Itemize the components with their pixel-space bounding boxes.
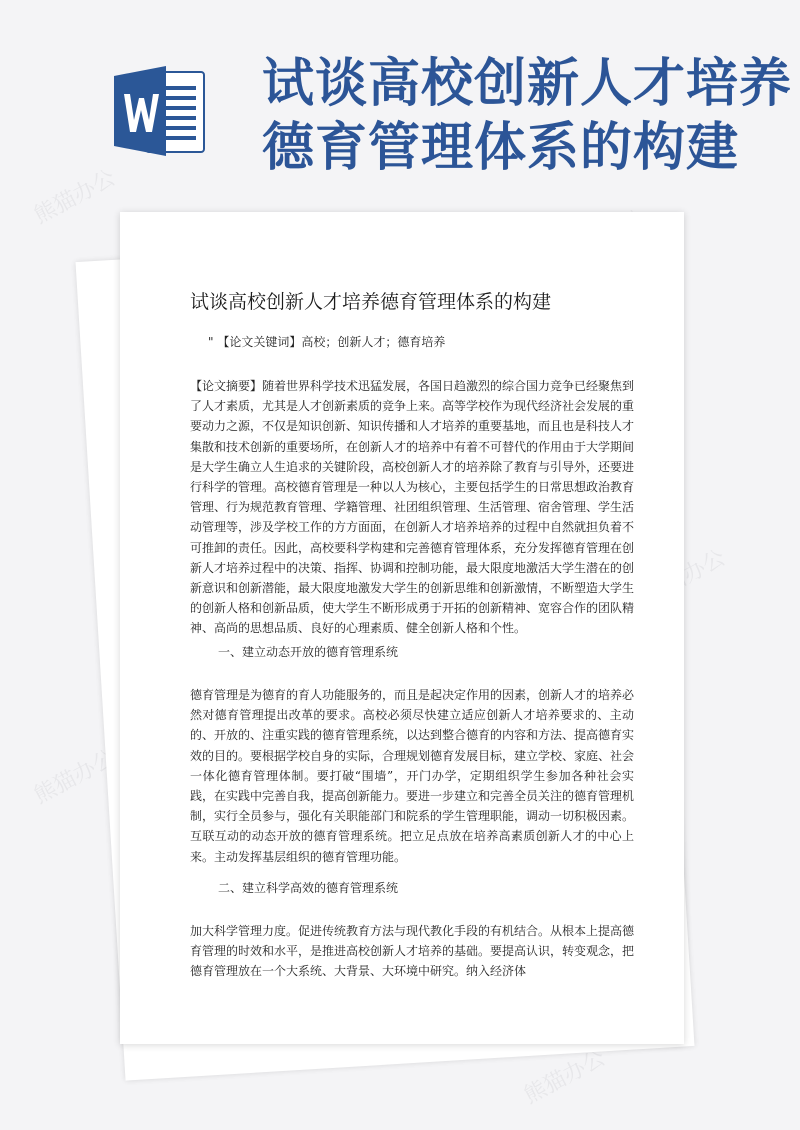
watermark: 熊猫办公 (640, 545, 730, 609)
section-1-paragraph: 德育管理是为德育的育人功能服务的，而且是起决定作用的因素，创新人才的培养必然对德育管理提出改革的要求。高校必须尽快建立适应创新人才培养要求的、主动的、开放的、注重实践的德育管理系统，以达到整合德育的内容和方法、提高德育实效的目的。要根据学校自身的实际，合理规划德育发展目标，建立学校、家庭、社会一体化德育管理体制。要打破“围墙”，开门办学，定期组织学生参加各种社会实践，在实践中完善自我，提高创新能力。要进一步建立和完善全员关注的德育管理机制，实行全员参与，强化有关职能部门和院系的学生管理职能，调动一切积极因素。互联互动的动态开放的德育管理系统。把立足点放在培养高素质创新人才的中心上来。主动发挥基层组织的德育管理功能。 (190, 688, 635, 864)
section-2-paragraph: 加大科学管理力度。促进传统教育方法与现代教化手段的有机结合。从根本上提高德育管理的时效和水平，是推进高校创新人才培养的基础。要提高认识，转变观念，把德育管理放在一个大系统、大背景、大环境中研究。纳入经济体 (190, 924, 635, 979)
keywords-line: " 【论文关键词】高校；创新人才；德育培养 (208, 335, 446, 349)
watermark: 熊猫办公 (30, 745, 120, 809)
section-heading-2: 二、建立科学高效的德育管理系统 (218, 881, 399, 895)
header-title-line1: 试谈高校创新人才培养 (262, 54, 793, 114)
header-title (262, 52, 792, 180)
word-document-icon (112, 64, 210, 158)
document-title: 试谈高校创新人才培养德育管理体系的构建 (190, 291, 552, 313)
header-title-line2: 德育管理体系的构建 (262, 118, 740, 178)
document-page (120, 212, 684, 1044)
section-heading-1: 一、建立动态开放的德育管理系统 (218, 645, 399, 659)
watermark: 熊猫办公 (30, 165, 120, 229)
abstract-paragraph: 【论文摘要】随着世界科学技术迅猛发展，各国日趋激烈的综合国力竞争已经聚焦到了人才素质，尤其是人才创新素质的竞争上来。高等学校作为现代经济社会发展的重要动力之源，不仅是知识创新、知识传播和人才培养的重要基地，而且也是科技人才集散和技术创新的重要场所，在创新人才的培养中有着不可替代的作用由于大学期间是大学生确立人生追求的关键阶段，高校创新人才的培养除了教育与引导外，还要进行科学的管理。高校德育管理是一种以人为核心，主要包括学生的日常思想政治教育管理、行为规范教育管理、学籍管理、社团组织管理、生活管理、宿舍管理、学生活动管理等，涉及学校工作的方方面面，在创新人才培养培养的过程中自然就担负着不可推卸的责任。因此，高校要科学构建和完善德育管理体系，充分发挥德育管理在创新人才培养过程中的决策、指挥、协调和控制功能，最大限度地激活大学生潜在的创新意识和创新潜能，最大限度地激发大学生的创新思维和创新激情，不断塑造大学生的创新人格和创新品质，使大学生不断形成勇于开拓的创新精神、宽容合作的团队精神、高尚的思想品质、良好的心理素质、健全创新人格和个性。 (190, 379, 635, 636)
watermark: 熊猫办公 (520, 1045, 610, 1109)
